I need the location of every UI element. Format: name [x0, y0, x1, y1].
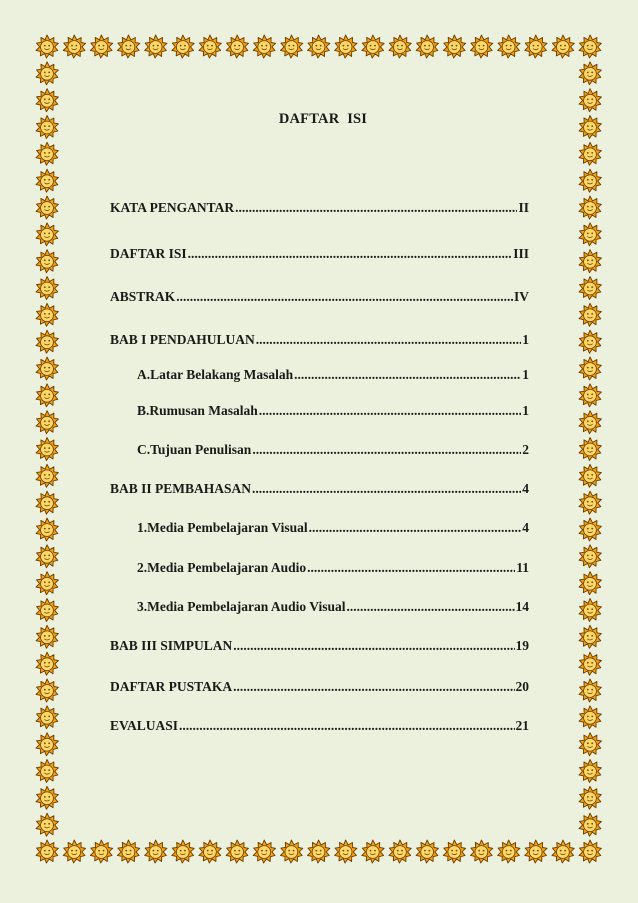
sun-icon: [389, 35, 411, 58]
toc-entry-page: 19: [515, 638, 529, 653]
sun-icon: [36, 840, 58, 863]
toc-entry-title: BAB III SIMPULAN: [110, 638, 233, 653]
dot-leader: [309, 518, 522, 538]
sun-icon: [308, 35, 330, 58]
sun-icon: [362, 35, 384, 58]
toc-entry: [137, 365, 529, 385]
sun-icon: [172, 35, 194, 58]
dot-leader: [188, 244, 513, 264]
toc-entry-marker: B.: [137, 403, 150, 418]
toc-entry-page: II: [518, 200, 529, 215]
sun-icon: [36, 411, 58, 434]
toc-entry-page: III: [513, 246, 529, 261]
sun-icon: [443, 840, 465, 863]
sun-icon: [36, 652, 58, 675]
toc-entry-marker: 1.: [137, 520, 148, 535]
toc-entry-title: DAFTAR PUSTAKA: [110, 679, 233, 694]
toc-entry: [110, 716, 529, 736]
sun-icon: [443, 35, 465, 58]
sun-icon: [579, 840, 601, 863]
sun-icon: [416, 840, 438, 863]
sun-icon: [579, 625, 601, 648]
page-title: DAFTAR ISI: [278, 111, 368, 127]
sun-icon: [335, 840, 357, 863]
toc-entry: [110, 330, 529, 350]
sun-icon: [579, 277, 601, 300]
sun-icon: [579, 303, 601, 326]
dot-leader: [176, 287, 513, 307]
toc-entry-marker: 3.: [137, 599, 148, 614]
sun-icon: [117, 35, 139, 58]
toc-entry: [110, 479, 529, 499]
sun-icon: [36, 625, 58, 648]
sun-icon: [117, 840, 139, 863]
sun-icon: [525, 35, 547, 58]
toc-entry: [110, 677, 529, 697]
sun-icon: [90, 840, 112, 863]
sun-icon: [36, 89, 58, 112]
toc-entry-title: Media Pembelajaran Visual: [147, 520, 308, 535]
sun-icon: [145, 840, 167, 863]
dot-leader: [252, 479, 521, 499]
toc-entry-title: Media Pembelajaran Audio: [147, 560, 307, 575]
toc-entry-title: Media Pembelajaran Audio Visual: [147, 599, 346, 614]
sun-icon: [36, 706, 58, 729]
sun-icon: [253, 840, 275, 863]
sun-icon: [498, 840, 520, 863]
sun-icon: [579, 330, 601, 353]
dot-leader: [233, 636, 514, 656]
sun-icon: [362, 840, 384, 863]
toc-entry-title: Rumusan Masalah: [149, 403, 258, 418]
toc-entry-page: 1: [522, 367, 529, 382]
sun-icon: [579, 491, 601, 514]
sun-icon: [36, 572, 58, 595]
sun-icon: [525, 840, 547, 863]
sun-icon: [36, 679, 58, 702]
dot-leader: [347, 597, 515, 617]
sun-icon: [579, 411, 601, 434]
sun-icon: [335, 35, 357, 58]
toc-entry-title: ABSTRAK: [110, 289, 176, 304]
sun-icon: [36, 196, 58, 219]
sun-icon: [36, 250, 58, 273]
toc-entry-title: Latar Belakang Masalah: [150, 367, 294, 382]
sun-icon: [579, 679, 601, 702]
sun-icon: [579, 786, 601, 809]
sun-icon: [145, 35, 167, 58]
dot-leader: [252, 440, 521, 460]
sun-icon: [498, 35, 520, 58]
sun-icon: [36, 491, 58, 514]
toc-entry-page: 4: [522, 481, 529, 496]
sun-icon: [579, 196, 601, 219]
sun-icon: [90, 35, 112, 58]
toc-entry-title: EVALUASI: [110, 718, 179, 733]
toc-entry: [110, 287, 529, 307]
sun-icon: [579, 357, 601, 380]
sun-icon: [552, 35, 574, 58]
sun-icon: [253, 35, 275, 58]
sun-icon: [36, 438, 58, 461]
sun-icon: [308, 840, 330, 863]
toc-entry-title: Tujuan Penulisan: [150, 442, 252, 457]
sun-icon: [579, 599, 601, 622]
toc-entry: [110, 244, 529, 264]
sun-icon: [36, 357, 58, 380]
toc-entry-marker: 2.: [137, 560, 148, 575]
sun-icon: [36, 223, 58, 246]
toc-entry-title: DAFTAR ISI: [110, 246, 187, 261]
sun-icon: [36, 303, 58, 326]
toc-entry-marker: A.: [137, 367, 151, 382]
toc-entry-title: KATA PENGANTAR: [110, 200, 235, 215]
sun-icon: [280, 35, 302, 58]
sun-icon: [579, 652, 601, 675]
toc-entry-page: 14: [515, 599, 529, 614]
sun-icon: [36, 169, 58, 192]
sun-icon: [36, 545, 58, 568]
toc-entry-page: 4: [522, 520, 529, 535]
sun-icon: [579, 438, 601, 461]
sun-icon: [36, 330, 58, 353]
sun-icon: [579, 572, 601, 595]
sun-icon: [36, 35, 58, 58]
sun-icon: [579, 169, 601, 192]
sun-icon: [36, 599, 58, 622]
sun-icon: [36, 464, 58, 487]
dot-leader: [294, 365, 521, 385]
dot-leader: [256, 330, 521, 350]
sun-icon: [36, 518, 58, 541]
sun-icon: [36, 62, 58, 85]
toc-entry: [137, 558, 529, 578]
sun-icon: [36, 733, 58, 756]
toc-entry-title: BAB I PENDAHULUAN: [110, 332, 255, 347]
sun-icon: [579, 518, 601, 541]
sun-icon: [579, 464, 601, 487]
sun-icon: [280, 840, 302, 863]
dot-leader: [259, 401, 521, 421]
sun-icon: [36, 813, 58, 836]
sun-icon: [36, 384, 58, 407]
toc-entry-page: 20: [515, 679, 529, 694]
sun-icon: [579, 35, 601, 58]
sun-icon: [470, 840, 492, 863]
sun-icon: [470, 35, 492, 58]
sun-icon: [226, 35, 248, 58]
sun-icon: [389, 840, 411, 863]
toc-entry-page: 1: [522, 332, 529, 347]
toc-entry: [137, 440, 529, 460]
sun-icon: [63, 35, 85, 58]
dot-leader: [233, 677, 514, 697]
dot-leader: [179, 716, 514, 736]
sun-icon: [579, 384, 601, 407]
toc-entry: [137, 518, 529, 538]
sun-icon: [199, 35, 221, 58]
toc-entry-page: 2: [522, 442, 529, 457]
toc-entry: [137, 597, 529, 617]
sun-icon: [63, 840, 85, 863]
toc-entry: [110, 198, 529, 218]
sun-icon: [579, 545, 601, 568]
sun-icon: [36, 786, 58, 809]
dot-leader: [235, 198, 517, 218]
sun-icon: [199, 840, 221, 863]
dot-leader: [307, 558, 515, 578]
sun-icon: [579, 223, 601, 246]
sun-icon: [579, 760, 601, 783]
sun-icon: [579, 142, 601, 165]
toc-entry-page: 11: [516, 560, 529, 575]
sun-icon: [579, 62, 601, 85]
sun-icon: [416, 35, 438, 58]
sun-icon: [552, 840, 574, 863]
sun-icon: [579, 89, 601, 112]
toc-entry: [110, 636, 529, 656]
toc-entry-title: BAB II PEMBAHASAN: [110, 481, 252, 496]
toc-entry-page: 1: [522, 403, 529, 418]
sun-icon: [36, 142, 58, 165]
sun-icon: [579, 813, 601, 836]
toc-entry-page: 21: [515, 718, 529, 733]
sun-icon: [579, 706, 601, 729]
sun-icon: [172, 840, 194, 863]
sun-icon: [226, 840, 248, 863]
sun-icon: [579, 250, 601, 273]
sun-icon: [36, 277, 58, 300]
toc-entry: [137, 401, 529, 421]
sun-icon: [36, 760, 58, 783]
toc-entry-page: IV: [513, 289, 529, 304]
sun-icon: [579, 733, 601, 756]
toc-entry-marker: C.: [137, 442, 151, 457]
